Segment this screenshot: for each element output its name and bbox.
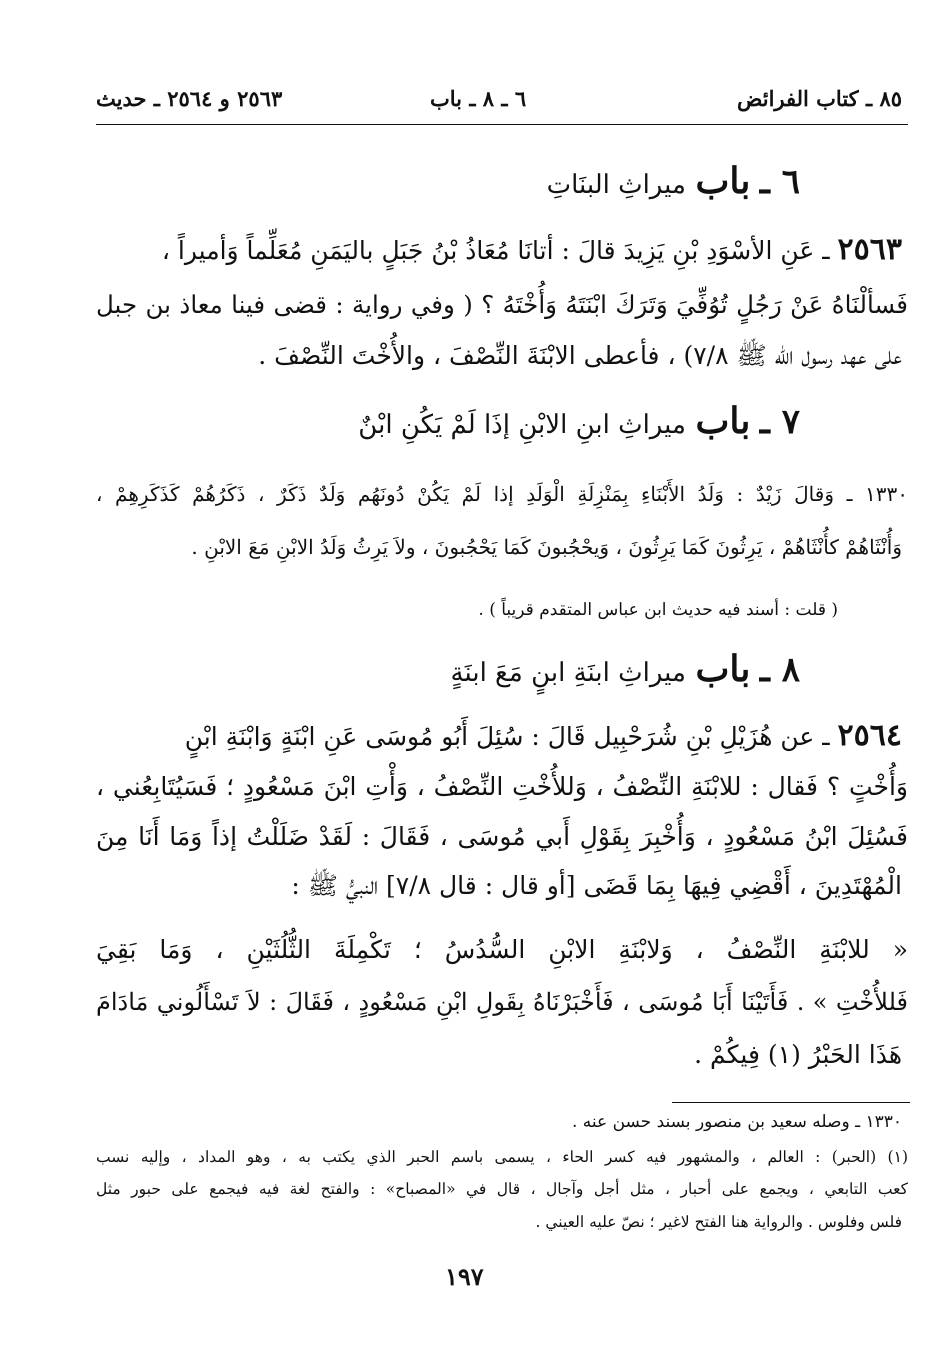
hadith-2564-line-5: « للابْنَةِ النِّصْفُ ، وَلابْنَةِ الابْنِ السُّدُسُ ؛ تَكْمِلَةَ الثُّلُثَيْنِ ، وَمَا بَقِيَ <box>96 935 908 964</box>
chapter-title: ميراثِ البنَاتِ <box>546 170 686 200</box>
hadith-text: ـ عَنِ الأسْوَدِ بْنِ يَزِيدَ قالَ : أتانَا مُعَاذُ بْنُ جَبَلٍ باليَمَنِ مُعَلِّماً وَأميراً ، <box>161 236 830 265</box>
chapter-bab: باب <box>695 160 751 202</box>
hadith-2564-line-4: الْمُهْتَدِينَ ، أَقْضِي فِيهَا بِمَا قَضَى [أو قال : قال ٧/٨] النبيُّ ﷺ : <box>291 871 902 900</box>
chapter-8-heading <box>451 648 800 690</box>
footnote-rule <box>672 1102 910 1103</box>
hadith-2563-line-1 <box>162 232 902 267</box>
hadith-2564-line-3: فَسُئِلَ ابْنُ مَسْعُودٍ ، وَأُخْبِرَ بِقَوْلِ أَبي مُوسَى ، فَقَالَ : لَقَدْ ضَلَلْتُ إذاً وَمَا أَنَا مِنَ <box>96 822 908 851</box>
chapter-6-heading <box>547 160 800 202</box>
header-hadith-range: ٢٥٦٣ و ٢٥٦٤ ـ حديث <box>96 86 283 111</box>
footnote-1330: ١٣٣٠ ـ وصله سعيد بن منصور بسند حسن عنه . <box>571 1112 902 1132</box>
athar-1330-line-2: وَأُنْثَاهُمْ كأُنْثَاهُمْ ، يَرِثُونَ كَمَا يَرِثُونَ ، وَيحْجُبونَ كَمَا يَحْجُبونَ ، ولاَ يَرِثُ وَلَدُ الابْنِ مَعَ الابْنِ . <box>191 535 902 559</box>
chapter-title: ميراثِ ابنَةِ ابنٍ مَعَ ابنَةٍ <box>450 658 686 688</box>
chapter-bab: باب <box>695 648 751 690</box>
footnote-1-line-2: كعب التابعي ، ويجمع على أحبار ، مثل أجل وآجال ، قال في «المصباح» : والفتح لغة فيه فيجمع على حبور مثل <box>96 1180 908 1198</box>
chapter-number: ٧ ـ <box>759 402 800 442</box>
athar-1330-line-1: ١٣٣٠ ـ وَقالَ زَيْدٌ : وَلَدُ الأَبْنَاءِ بِمَنْزِلَةِ الْوَلَدِ إذا لَمْ يَكُنْ دُونَهُم وَلَدٌ ذَكَرٌ ، ذَكَرُهُمْ كَذَكَرِهِمْ ، <box>96 482 908 506</box>
footnote-1-line-1: (١) (الحبر) : العالم ، والمشهور فيه كسر الحاء ، يسمى باسم الحبر الذي يكتب به ، وهو المداد ، وإليه نسب <box>96 1148 908 1166</box>
chapter-7-heading <box>358 400 800 442</box>
chapter-title: ميراثِ ابنِ الابْنِ إذَا لَمْ يَكُنِ ابْنٌ <box>358 410 686 440</box>
header-chapters: ٦ ـ ٨ ـ باب <box>430 86 527 111</box>
hadith-number: ٢٥٦٣ <box>837 232 902 267</box>
athar-1330-note: ( قلت : أسند فيه حديث ابن عباس المتقدم قريباً ) . <box>478 600 838 620</box>
hadith-2564-line-1 <box>185 718 902 753</box>
hadith-2564-line-7: هَذَا الحَبْرُ (١) فِيكُمْ . <box>694 1040 902 1069</box>
hadith-number: ٢٥٦٤ <box>837 718 902 753</box>
chapter-bab: باب <box>695 400 751 442</box>
header-rule <box>96 124 908 125</box>
chapter-number: ٦ ـ <box>759 162 800 202</box>
hadith-2563-line-2: فَسألْنَاهُ عَنْ رَجُلٍ تُوُفِّيَ وَتَرَكَ ابْنَتَهُ وَأُخْتَهُ ؟ ( وفي رواية : قضى فينا معاذ بن جبل <box>96 290 908 319</box>
hadith-2564-line-2: وَأُخْتٍ ؟ فَقال : للابْنَةِ النِّصْفُ ، وَللأُخْتِ النِّصْفُ ، وَأْتِ ابْنَ مَسْعُودٍ ؛ فَسَيُتَابِعُني ، <box>96 772 908 801</box>
footnote-1-line-3: فلس وفلوس . والرواية هنا الفتح لاغير ؛ نصّ عليه العيني . <box>535 1213 902 1231</box>
header-book-title: ٨٥ ـ كتاب الفرائض <box>737 86 902 111</box>
page-number: ١٩٧ <box>445 1262 484 1291</box>
hadith-2563-line-3: على عهد رسول الله ﷺ ٧/٨) ، فأعطى الابْنَةَ النِّصْفَ ، والأُخْتَ النِّصْفَ . <box>258 341 902 370</box>
hadith-text: ـ عن هُزَيْلِ بْنِ شُرَحْبِيل قَالَ : سُئِلَ أَبُو مُوسَى عَنِ ابْنَةٍ وَابْنَةِ ابْنٍ <box>184 722 830 751</box>
hadith-2564-line-6: فَللأُخْتِ » . فَأَتَيْنَا أَبَا مُوسَى ، فَأَخْبَرْنَاهُ بِقَولِ ابْنِ مَسْعُودٍ ، فَقَالَ : لاَ تَسْأَلُوني مَادَامَ <box>96 988 908 1016</box>
chapter-number: ٨ ـ <box>759 650 800 690</box>
